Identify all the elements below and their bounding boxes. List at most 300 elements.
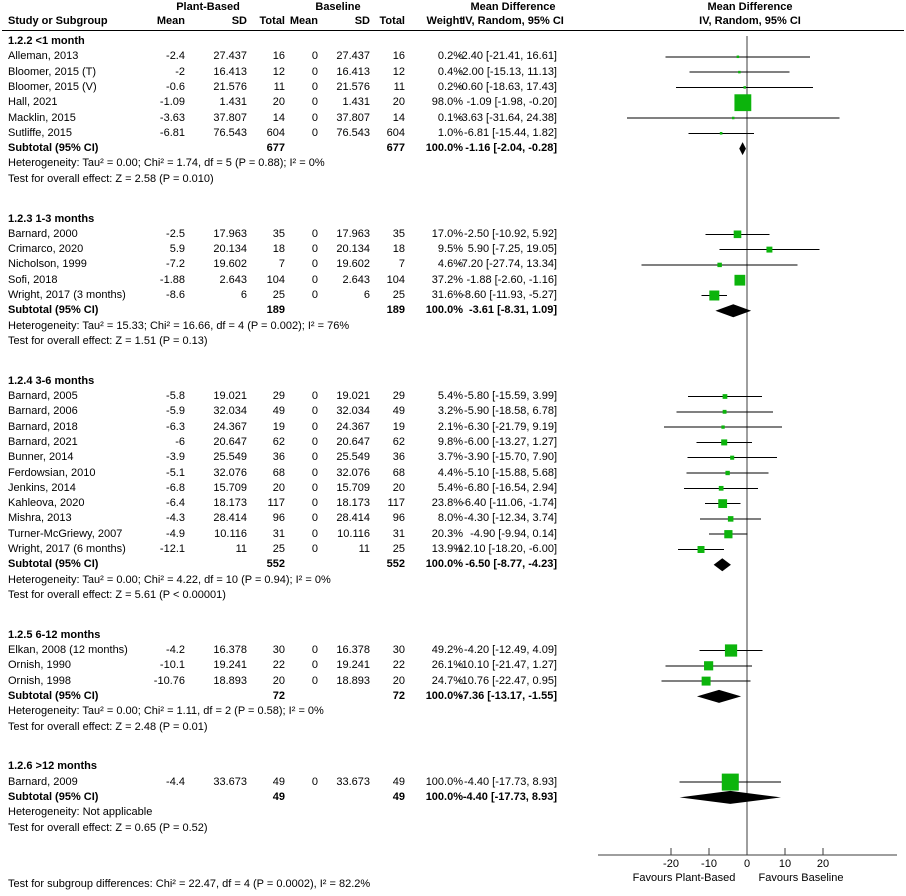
group2-mean-cell: 0 <box>311 390 318 402</box>
weight-cell: 98.0% <box>431 96 463 109</box>
subgroup-test-note: Test for subgroup differences: Chi² = 22.47, df = 4 (P = 0.0002), I² = 82.2% <box>8 878 371 890</box>
table-row <box>0 527 906 542</box>
favours-right-label: Favours Baseline <box>758 872 844 884</box>
subtotal-total2-cell: 552 <box>386 558 405 571</box>
total1-col-header: Total <box>259 15 285 27</box>
table-row <box>0 212 906 227</box>
group2-mean-cell: 0 <box>311 243 318 256</box>
group1-total-cell: 31 <box>272 527 285 540</box>
table-row <box>0 643 906 658</box>
ci-text-cell: -4.20 [-12.49, 4.09] <box>464 644 557 656</box>
heterogeneity-note: Heterogeneity: Tau² = 0.00; Chi² = 1.74, df = 5 (P = 0.88); I² = 0% <box>8 157 325 170</box>
group1-mean-cell: -3.9 <box>166 451 185 464</box>
study-label: Ornish, 1998 <box>8 674 71 687</box>
table-row <box>0 496 906 511</box>
group1-total-cell: 7 <box>278 258 285 271</box>
study-label: Barnard, 2018 <box>8 420 78 433</box>
group2-total-cell: 12 <box>392 65 405 78</box>
ci-text-cell: -5.90 [-18.58, 6.78] <box>464 405 557 418</box>
group2-mean-cell: 0 <box>311 126 318 139</box>
group2-sd-cell: 27.437 <box>336 50 370 63</box>
group1-total-cell: 96 <box>272 512 285 525</box>
group2-mean-cell: 0 <box>311 273 318 286</box>
subtotal-weight-cell: 100.0% <box>425 304 463 317</box>
weight-cell: 4.6% <box>437 258 463 271</box>
weight-cell: 2.1% <box>437 420 463 433</box>
group2-sd-cell: 15.709 <box>336 481 370 494</box>
table-row <box>0 111 906 126</box>
study-col-header: Study or Subgroup <box>8 15 108 27</box>
weight-cell: 0.2% <box>437 80 463 93</box>
table-row <box>0 273 906 288</box>
group1-mean-cell: -4.9 <box>166 527 185 540</box>
group2-sd-cell: 16.413 <box>336 65 370 78</box>
group1-sd-cell: 20.647 <box>213 435 247 448</box>
group2-sd-cell: 37.807 <box>336 111 370 124</box>
mean1-col-header: Mean <box>156 15 185 27</box>
table-row <box>0 334 906 349</box>
table-row <box>0 557 906 572</box>
group1-sd-cell: 37.807 <box>213 111 247 124</box>
table-row <box>0 126 906 141</box>
group2-mean-cell: 0 <box>311 497 318 510</box>
group2-mean-cell: 0 <box>311 258 318 271</box>
study-label: Wright, 2017 (3 months) <box>8 289 126 301</box>
group1-mean-cell: -5.8 <box>166 390 185 402</box>
group1-sd-cell: 19.241 <box>213 659 247 672</box>
group2-total-cell: 604 <box>386 126 405 139</box>
subtotal-total1-cell: 72 <box>272 689 285 702</box>
study-label: Kahleova, 2020 <box>8 497 85 510</box>
subtotal-total1-cell: 552 <box>266 558 285 571</box>
group1-sd-cell: 15.709 <box>213 481 247 494</box>
group1-mean-cell: -10.1 <box>159 659 185 672</box>
table-row <box>0 404 906 419</box>
group2-total-cell: 25 <box>392 543 405 555</box>
group2-total-cell: 117 <box>387 497 405 510</box>
group2-sd-cell: 17.963 <box>336 227 370 240</box>
group1-sd-cell: 25.549 <box>213 451 247 464</box>
group1-mean-cell: -4.2 <box>166 644 185 656</box>
ci-text-cell: -4.40 [-17.73, 8.93] <box>464 775 557 788</box>
heterogeneity-note: Heterogeneity: Not applicable <box>8 806 153 819</box>
study-label: Jenkins, 2014 <box>8 481 76 494</box>
group2-total-cell: 7 <box>398 258 405 271</box>
group2-mean-cell: 0 <box>311 80 318 93</box>
table-row <box>0 65 906 80</box>
study-label: Barnard, 2000 <box>8 227 78 240</box>
group2-total-cell: 96 <box>392 512 405 525</box>
subtotal-total1-cell: 49 <box>272 790 285 803</box>
ci-text-cell: 5.90 [-7.25, 19.05] <box>467 243 557 256</box>
group2-sd-cell: 2.643 <box>342 273 370 286</box>
study-label: Bunner, 2014 <box>8 451 74 464</box>
group1-sd-cell: 24.367 <box>213 420 247 433</box>
axis-tick-label: 20 <box>816 858 830 870</box>
subtotal-weight-cell: 100.0% <box>425 142 463 155</box>
table-row <box>0 573 906 588</box>
group1-mean-cell: -0.6 <box>166 80 185 93</box>
ci-text-cell: -3.63 [-31.64, 24.38] <box>457 111 557 124</box>
group1-mean-cell: -6.81 <box>159 126 185 139</box>
group1-total-cell: 35 <box>272 227 285 240</box>
group2-mean-cell: 0 <box>311 775 318 788</box>
sd2-col-header: SD <box>354 15 370 27</box>
group2-total-cell: 62 <box>392 435 405 448</box>
table-row <box>0 790 906 805</box>
weight-cell: 49.2% <box>431 644 463 656</box>
table-row <box>0 34 906 49</box>
table-row <box>0 95 906 110</box>
group2-mean-cell: 0 <box>311 65 318 78</box>
group2-sd-cell: 19.021 <box>336 390 370 402</box>
group2-mean-cell: 0 <box>311 96 318 109</box>
ci-text-cell: -6.00 [-13.27, 1.27] <box>464 435 557 448</box>
subtotal-weight-cell: 100.0% <box>425 790 463 803</box>
group2-total-cell: 14 <box>392 111 405 124</box>
group2-total-cell: 68 <box>392 466 405 479</box>
study-label: Ferdowsian, 2010 <box>8 466 96 479</box>
table-row <box>0 805 906 820</box>
subtotal-total2-cell: 189 <box>386 304 405 317</box>
group1-total-cell: 19 <box>272 420 285 433</box>
group1-total-cell: 117 <box>267 497 285 510</box>
section-title: 1.2.3 1-3 months <box>8 212 95 225</box>
subtotal-total2-cell: 49 <box>392 790 405 803</box>
ci-text-cell: -1.09 [-1.98, -0.20] <box>466 96 557 109</box>
group1-mean-cell: -6.8 <box>166 481 185 494</box>
table-row <box>0 704 906 719</box>
subtotal-label: Subtotal (95% CI) <box>8 558 99 571</box>
group1-total-cell: 20 <box>272 96 285 109</box>
group1-mean-cell: -6 <box>175 435 185 448</box>
axis-tick-label: -20 <box>663 858 679 870</box>
weight-cell: 0.4% <box>437 65 463 78</box>
weight-cell: 13.9% <box>431 543 463 555</box>
group1-total-cell: 29 <box>272 390 285 402</box>
table-row <box>0 588 906 603</box>
weight-cell: 17.0% <box>431 227 463 240</box>
header-divider <box>2 30 904 31</box>
weight-cell: 26.1% <box>431 659 463 672</box>
group1-sd-cell: 18.893 <box>213 674 247 687</box>
table-row <box>0 257 906 272</box>
table-row <box>0 821 906 836</box>
group2-sd-cell: 21.576 <box>336 80 370 93</box>
group2-total-cell: 11 <box>393 80 405 93</box>
group2-mean-cell: 0 <box>311 420 318 433</box>
weight-cell: 3.7% <box>437 451 463 464</box>
table-row <box>0 227 906 242</box>
table-row <box>0 242 906 257</box>
group1-total-cell: 104 <box>266 273 285 286</box>
ci-plot-col-header: IV, Random, 95% CI <box>699 15 801 27</box>
subtotal-label: Subtotal (95% CI) <box>8 790 99 803</box>
study-label: Sofi, 2018 <box>8 273 58 286</box>
md-text-header: Mean Difference <box>470 1 556 13</box>
weight-cell: 0.2% <box>437 50 463 63</box>
ci-text-cell: -5.80 [-15.59, 3.99] <box>464 390 557 402</box>
group1-total-cell: 18 <box>272 243 285 256</box>
section-title: 1.2.4 3-6 months <box>8 374 95 387</box>
study-label: Barnard, 2009 <box>8 775 78 788</box>
group1-header: Plant-Based <box>176 1 240 13</box>
group1-mean-cell: -3.63 <box>159 111 185 124</box>
group1-sd-cell: 32.034 <box>213 405 247 418</box>
section-title: 1.2.5 6-12 months <box>8 628 101 641</box>
group1-mean-cell: -7.2 <box>166 258 185 271</box>
group2-mean-cell: 0 <box>311 405 318 418</box>
group1-sd-cell: 32.076 <box>213 466 247 479</box>
ci-text-cell: -2.00 [-15.13, 11.13] <box>458 65 557 78</box>
group2-total-cell: 16 <box>392 50 405 63</box>
subtotal-total2-cell: 72 <box>392 689 405 702</box>
table-row <box>0 759 906 774</box>
group2-total-cell: 20 <box>392 96 405 109</box>
group1-total-cell: 68 <box>272 466 285 479</box>
group1-mean-cell: -12.1 <box>159 543 185 555</box>
group1-total-cell: 49 <box>272 405 285 418</box>
subtotal-ci-cell: -1.16 [-2.04, -0.28] <box>465 142 557 155</box>
group2-mean-cell: 0 <box>311 50 318 63</box>
table-row <box>0 511 906 526</box>
subtotal-total1-cell: 189 <box>266 304 285 317</box>
ci-text-cell: -6.81 [-15.44, 1.82] <box>464 126 557 139</box>
group1-mean-cell: -1.88 <box>159 273 185 286</box>
group2-sd-cell: 16.378 <box>336 644 370 656</box>
group2-sd-cell: 25.549 <box>336 451 370 464</box>
group2-total-cell: 22 <box>392 659 405 672</box>
axis-tick-label: -10 <box>701 858 717 870</box>
ci-text-cell: -12.10 [-18.20, -6.00] <box>454 543 557 555</box>
group2-mean-cell: 0 <box>311 111 318 124</box>
group1-total-cell: 14 <box>272 111 285 124</box>
group1-mean-cell: -6.4 <box>166 497 185 510</box>
group2-total-cell: 30 <box>392 644 405 656</box>
weight-cell: 4.4% <box>437 466 463 479</box>
group1-sd-cell: 21.576 <box>213 80 247 93</box>
subtotal-ci-cell: -3.61 [-8.31, 1.09] <box>468 304 557 317</box>
group2-total-cell: 31 <box>392 527 405 540</box>
ci-text-cell: -5.10 [-15.88, 5.68] <box>464 466 557 479</box>
group1-total-cell: 36 <box>272 451 285 464</box>
group1-mean-cell: -5.9 <box>166 405 185 418</box>
group2-sd-cell: 20.134 <box>336 243 370 256</box>
group1-sd-cell: 1.431 <box>219 96 247 109</box>
group1-mean-cell: -5.1 <box>166 466 185 479</box>
group1-total-cell: 12 <box>272 65 285 78</box>
weight-cell: 5.4% <box>437 481 463 494</box>
group1-total-cell: 25 <box>272 289 285 301</box>
group1-mean-cell: -6.3 <box>166 420 185 433</box>
ci-text-cell: -2.40 [-21.41, 16.61] <box>457 50 557 63</box>
group1-total-cell: 62 <box>272 435 285 448</box>
group2-sd-cell: 33.673 <box>336 775 370 788</box>
weight-cell: 100.0% <box>425 775 463 788</box>
heterogeneity-note: Heterogeneity: Tau² = 0.00; Chi² = 1.11, df = 2 (P = 0.58); I² = 0% <box>8 705 324 718</box>
group2-mean-cell: 0 <box>311 435 318 448</box>
subtotal-label: Subtotal (95% CI) <box>8 304 99 317</box>
group2-mean-cell: 0 <box>311 674 318 687</box>
group2-sd-cell: 76.543 <box>336 126 370 139</box>
table-row <box>0 303 906 318</box>
table-row <box>0 156 906 171</box>
group1-mean-cell: -1.09 <box>159 96 185 109</box>
weight-cell: 9.8% <box>437 435 463 448</box>
subtotal-ci-cell: -6.50 [-8.77, -4.23] <box>465 558 557 571</box>
group1-sd-cell: 17.963 <box>213 227 247 240</box>
group1-mean-cell: -2.4 <box>166 50 185 63</box>
subtotal-ci-cell: -4.40 [-17.73, 8.93] <box>462 790 557 803</box>
table-row <box>0 481 906 496</box>
weight-cell: 23.8% <box>431 497 463 510</box>
axis-tick-label: 10 <box>778 858 792 870</box>
table-row <box>0 172 906 187</box>
group2-sd-cell: 20.647 <box>336 435 370 448</box>
mean2-col-header: Mean <box>289 15 318 27</box>
group2-sd-cell: 32.034 <box>336 405 370 418</box>
table-row <box>0 420 906 435</box>
table-row <box>0 319 906 334</box>
overall-effect-note: Test for overall effect: Z = 1.51 (P = 0.13) <box>8 334 208 347</box>
group1-total-cell: 11 <box>273 80 285 93</box>
group2-sd-cell: 18.173 <box>336 497 370 510</box>
group2-sd-cell: 19.241 <box>336 659 370 672</box>
study-label: Mishra, 2013 <box>8 512 72 525</box>
study-label: Sutliffe, 2015 <box>8 126 73 139</box>
weight-cell: 8.0% <box>437 512 463 525</box>
weight-col-header: Weight <box>426 15 463 27</box>
ci-text-cell: -2.50 [-10.92, 5.92] <box>464 227 557 240</box>
study-label: Alleman, 2013 <box>8 50 79 63</box>
table-row <box>0 450 906 465</box>
table-row <box>0 374 906 389</box>
table-row <box>0 435 906 450</box>
subtotal-total1-cell: 677 <box>266 142 285 155</box>
weight-cell: 31.6% <box>431 289 463 301</box>
table-row <box>0 628 906 643</box>
group1-total-cell: 49 <box>272 775 285 788</box>
study-label: Turner-McGriewy, 2007 <box>8 527 123 540</box>
overall-effect-note: Test for overall effect: Z = 0.65 (P = 0.52) <box>8 821 208 834</box>
study-label: Crimarco, 2020 <box>8 243 84 256</box>
group2-mean-cell: 0 <box>311 481 318 494</box>
study-label: Barnard, 2006 <box>8 405 78 418</box>
group2-mean-cell: 0 <box>311 289 318 301</box>
group1-sd-cell: 16.378 <box>213 644 247 656</box>
subtotal-weight-cell: 100.0% <box>425 558 463 571</box>
ci-text-cell: -4.30 [-12.34, 3.74] <box>464 512 557 525</box>
group1-mean-cell: -10.76 <box>153 674 185 687</box>
group1-sd-cell: 19.602 <box>213 258 247 271</box>
total2-col-header: Total <box>379 15 405 27</box>
study-label: Ornish, 1990 <box>8 659 71 672</box>
group1-mean-cell: -4.3 <box>166 512 185 525</box>
group2-total-cell: 49 <box>392 775 405 788</box>
study-label: Barnard, 2021 <box>8 435 78 448</box>
group1-total-cell: 30 <box>272 644 285 656</box>
group2-sd-cell: 28.414 <box>336 512 370 525</box>
weight-cell: 0.1% <box>437 111 463 124</box>
study-label: Wright, 2017 (6 months) <box>8 543 126 555</box>
group1-sd-cell: 11 <box>235 543 247 555</box>
weight-cell: 1.0% <box>437 126 463 139</box>
group1-mean-cell: -2.5 <box>166 227 185 240</box>
group1-total-cell: 22 <box>272 659 285 672</box>
group1-mean-cell: -8.6 <box>166 289 185 301</box>
group1-sd-cell: 19.021 <box>213 390 247 402</box>
subtotal-weight-cell: 100.0% <box>425 689 463 702</box>
group1-sd-cell: 76.543 <box>213 126 247 139</box>
study-label: Hall, 2021 <box>8 96 58 109</box>
ci-text-cell: -0.60 [-18.63, 17.43] <box>457 80 557 93</box>
group1-sd-cell: 18.173 <box>213 497 247 510</box>
study-label: Bloomer, 2015 (V) <box>8 80 97 93</box>
group2-mean-cell: 0 <box>311 466 318 479</box>
ci-text-cell: -6.40 [-11.06, -1.74] <box>461 497 557 510</box>
group1-sd-cell: 20.134 <box>213 243 247 256</box>
group1-sd-cell: 2.643 <box>219 273 247 286</box>
group2-sd-cell: 24.367 <box>336 420 370 433</box>
heterogeneity-note: Heterogeneity: Tau² = 0.00; Chi² = 4.22, df = 10 (P = 0.94); I² = 0% <box>8 573 331 586</box>
study-label: Elkan, 2008 (12 months) <box>8 644 128 656</box>
sd1-col-header: SD <box>231 15 247 27</box>
table-row <box>0 288 906 303</box>
group1-sd-cell: 10.116 <box>214 527 247 540</box>
md-plot-header: Mean Difference <box>707 1 793 13</box>
group2-mean-cell: 0 <box>311 227 318 240</box>
group2-sd-cell: 11 <box>358 543 370 555</box>
group1-mean-cell: -4.4 <box>166 775 185 788</box>
table-row <box>0 141 906 156</box>
study-label: Bloomer, 2015 (T) <box>8 65 97 78</box>
ci-text-cell: -10.76 [-22.47, 0.95] <box>457 674 557 687</box>
group2-sd-cell: 32.076 <box>336 466 370 479</box>
group1-total-cell: 604 <box>266 126 285 139</box>
table-row <box>0 389 906 404</box>
group2-total-cell: 19 <box>392 420 405 433</box>
table-row <box>0 542 906 557</box>
group2-mean-cell: 0 <box>311 451 318 464</box>
study-label: Macklin, 2015 <box>8 111 76 124</box>
subtotal-total2-cell: 677 <box>386 142 405 155</box>
weight-cell: 24.7% <box>431 674 463 687</box>
weight-cell: 37.2% <box>431 273 463 286</box>
group1-total-cell: 25 <box>272 543 285 555</box>
group2-total-cell: 29 <box>392 390 405 402</box>
ci-text-cell: -6.30 [-21.79, 9.19] <box>464 420 557 433</box>
group1-sd-cell: 33.673 <box>213 775 247 788</box>
group1-sd-cell: 6 <box>240 289 247 301</box>
group1-sd-cell: 16.413 <box>213 65 247 78</box>
subtotal-ci-cell: -7.36 [-13.17, -1.55] <box>459 689 557 702</box>
subtotal-label: Subtotal (95% CI) <box>8 142 99 155</box>
ci-text-cell: -3.90 [-15.70, 7.90] <box>464 451 557 464</box>
overall-effect-note: Test for overall effect: Z = 5.61 (P < 0.00001) <box>8 588 226 601</box>
group2-total-cell: 20 <box>392 481 405 494</box>
axis-tick-label: 0 <box>743 858 751 870</box>
weight-cell: 3.2% <box>437 405 463 418</box>
group2-sd-cell: 19.602 <box>336 258 370 271</box>
section-title: 1.2.2 <1 month <box>8 35 85 47</box>
heterogeneity-note: Heterogeneity: Tau² = 15.33; Chi² = 16.66, df = 4 (P = 0.002); I² = 76% <box>8 319 350 332</box>
group1-total-cell: 20 <box>272 481 285 494</box>
study-label: Barnard, 2005 <box>8 390 78 402</box>
group2-total-cell: 25 <box>392 289 405 301</box>
group1-total-cell: 16 <box>272 50 285 63</box>
group1-sd-cell: 27.437 <box>213 50 247 63</box>
section-title: 1.2.6 >12 months <box>8 760 97 773</box>
